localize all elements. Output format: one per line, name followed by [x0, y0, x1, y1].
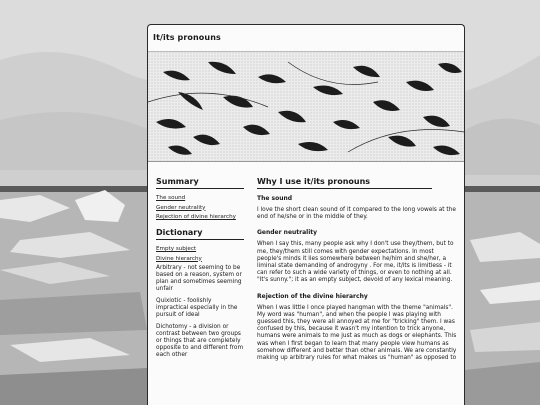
- summary-heading: Summary: [156, 177, 244, 189]
- leaves-illustration: [148, 52, 464, 161]
- summary-link-the-sound[interactable]: The sound: [156, 195, 186, 201]
- definition-dichotomy: Dichotomy - a division or contrast between two groups or things that are completely opposite to and different from each other: [156, 324, 244, 358]
- section-text-sound: I love the short clean sound of it compared to the long vowels at the end of he/she or in the middle of they.: [257, 207, 456, 221]
- content-card: [147, 24, 465, 405]
- sidebar: [156, 177, 244, 364]
- section-text-gender: When I say this, many people ask why I don't use they/them, but to me, they/them still comes with gender expectations. In most people's minds it lies somewhere between he/him and she/her, a liminal state demanding of androgyny . For me, it/its is limitless - it can refer to such a wide variety of things, or even to nothing at all. "It's sunny."; it as an empty subject, devoid of any lexical meaning.: [257, 241, 454, 284]
- banner-image: [148, 51, 464, 162]
- section-text-hierarchy: When I was little I once played hangman with the theme "animals". My word was "human", and when the people I was playing with guessed this, they were all annoyed at me for "tricking" them. I was confused by this, because it wasn't my intention to trick anyone, humans were animals to me just as much as dogs or elephants. This was when I first began to learn that many people view humans as somehow different and better than other animals. We are constantly making up arbitrary rules for what makes us "human" as opposed to: [257, 304, 457, 362]
- main-content: [257, 177, 457, 370]
- definition-arbitrary: Arbitrary - not seeming to be based on a reason, system or plan and sometimes seeming unfair: [156, 265, 242, 292]
- summary-link-gender-neutrality[interactable]: Gender neutrality: [156, 204, 206, 211]
- dictionary-heading: Dictionary: [156, 228, 244, 240]
- section-title-hierarchy: Rejection of the divine hierarchy: [257, 292, 368, 300]
- dictionary-link-divine-hierarchy[interactable]: Divine hierarchy: [156, 255, 202, 262]
- summary-link-divine-hierarchy[interactable]: Rejection of divine hierarchy: [156, 214, 236, 220]
- section-title-gender: Gender neutrality: [257, 229, 318, 237]
- page-title: It/its pronouns: [153, 33, 221, 42]
- section-title-sound: The sound: [257, 195, 293, 202]
- dictionary-link-empty-subject[interactable]: Empty subject: [156, 246, 197, 252]
- definition-quixiotic: Quixiotic - foolishly impractical especially in the pursuit of ideal: [156, 298, 238, 318]
- main-heading: Why I use it/its pronouns: [257, 177, 432, 189]
